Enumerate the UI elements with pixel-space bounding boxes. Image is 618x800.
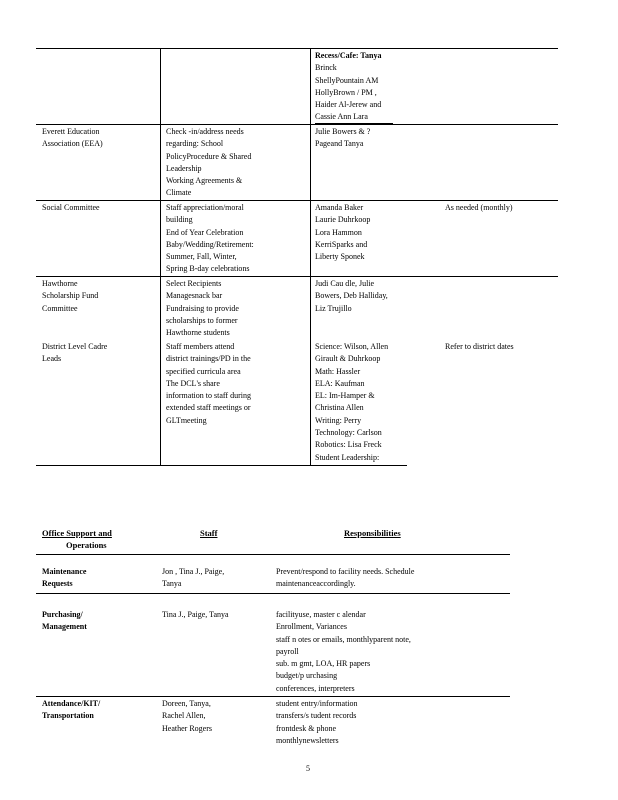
- resp-line: monthlynewsletters: [276, 735, 339, 745]
- member-line: Judi Cau dle, Julie: [315, 279, 375, 288]
- table-rule: [36, 554, 510, 555]
- name-line: Hawthorne: [42, 279, 78, 288]
- resp-line: staff n otes or emails, monthlyparent note,: [276, 634, 411, 644]
- office-staff: [162, 566, 272, 591]
- table-rule: [36, 124, 558, 125]
- office-header-responsibilities: [344, 527, 434, 539]
- table-rule: [36, 48, 558, 49]
- purpose-line: specified curricula area: [166, 366, 241, 376]
- purpose-line: Staff members attend: [166, 342, 235, 351]
- office-header-area: [42, 527, 152, 552]
- member-line: Amanda Baker: [315, 203, 364, 212]
- header-line: Staff: [200, 528, 218, 538]
- purpose-line: regarding: School: [166, 139, 224, 149]
- resp-line: payroll: [276, 646, 299, 656]
- member-line: Liberty Sponek: [315, 252, 365, 262]
- page-number: 5: [306, 764, 310, 773]
- office-area: [42, 609, 138, 634]
- member-line: Laurie Duhrkoop: [315, 215, 371, 225]
- resp-line: frontdesk & phone: [276, 723, 336, 733]
- staff-line: Heather Rogers: [162, 723, 212, 733]
- purpose-line: Check -in/address needs: [166, 127, 244, 136]
- office-area: [42, 698, 152, 723]
- table-rule: [36, 276, 558, 277]
- office-header-staff: [200, 527, 240, 539]
- purpose-line: Fundraising to provide: [166, 303, 239, 313]
- staff-line: Jon , Tina J., Paige,: [162, 567, 225, 576]
- purpose-line: Summer, Fall, Winter,: [166, 252, 237, 262]
- committee-members: [315, 50, 411, 124]
- resp-line: transfers/s tudent records: [276, 711, 357, 721]
- member-line: Math: Hassler: [315, 366, 361, 376]
- member-line: Cassie Ann Lara: [315, 112, 368, 122]
- office-responsibilities: [276, 609, 476, 695]
- member-line: KerriSparks and: [315, 239, 368, 249]
- purpose-line: Staff appreciation/moral: [166, 203, 244, 212]
- header-line: Office Support and: [42, 528, 112, 538]
- table-divider: [160, 48, 161, 466]
- purpose-line: information to staff during: [166, 391, 251, 401]
- member-line: Bowers, Deb Halliday,: [315, 291, 388, 301]
- timing-line: Refer to district dates: [445, 342, 514, 351]
- area-line: Requests: [42, 579, 73, 589]
- staff-line: Tanya: [162, 579, 182, 589]
- resp-line: maintenanceaccordingly.: [276, 579, 356, 589]
- name-line: Scholarship Fund: [42, 291, 99, 301]
- committee-name: [42, 202, 116, 214]
- purpose-line: Leadership: [166, 163, 202, 173]
- purpose-line: PolicyProcedure & Shared: [166, 151, 252, 161]
- office-responsibilities: [276, 566, 476, 591]
- office-staff: [162, 698, 272, 735]
- office-area: [42, 566, 138, 591]
- timing-line: As needed (monthly): [445, 203, 513, 212]
- committee-name: [42, 278, 122, 315]
- member-line: EL: Im-Hamper &: [315, 391, 375, 401]
- member-line: Liz Trujillo: [315, 303, 352, 313]
- member-line: Student Leadership:: [315, 452, 380, 462]
- member-line: Haider Al-Jerew and: [315, 100, 382, 110]
- committee-timing: [445, 202, 545, 214]
- name-line: Committee: [42, 303, 78, 313]
- member-line: Technology: Carlson: [315, 428, 382, 438]
- member-line: HollyBrown / PM ,: [315, 87, 377, 97]
- name-line: Association (EEA): [42, 139, 103, 149]
- member-line: Science: Wilson, Allen: [315, 342, 389, 351]
- member-line: Recess/Cafe: Tanya: [315, 51, 382, 60]
- resp-line: sub. m gmt, LOA, HR papers: [276, 659, 371, 669]
- header-line: Responsibilities: [344, 528, 401, 538]
- purpose-line: Spring B-day celebrations: [166, 264, 250, 274]
- resp-line: budget/p urchasing: [276, 671, 338, 681]
- committee-members: [315, 278, 411, 315]
- purpose-line: End of Year Celebration: [166, 227, 244, 237]
- area-line: Management: [42, 622, 87, 632]
- member-line: ELA: Kaufman: [315, 378, 365, 388]
- committee-members: [315, 126, 399, 151]
- committee-timing: [445, 341, 545, 353]
- purpose-line: Hawthorne students: [166, 328, 230, 338]
- table-rule: [36, 696, 510, 697]
- purpose-line: Working Agreements &: [166, 176, 243, 186]
- member-line: Brinck: [315, 63, 337, 73]
- member-line: Julie Bowers & ?: [315, 127, 371, 136]
- committee-name: [42, 126, 116, 151]
- underline: [315, 123, 393, 124]
- purpose-line: Select Recipients: [166, 279, 222, 288]
- purpose-line: Baby/Wedding/Retirement:: [166, 239, 254, 249]
- area-line: Attendance/KIT/: [42, 699, 101, 708]
- member-line: ShellyPountain AM: [315, 75, 379, 85]
- purpose-line: GLTmeeting: [166, 415, 207, 425]
- table-divider: [310, 48, 311, 466]
- area-line: Maintenance: [42, 567, 87, 576]
- purpose-line: The DCL's share: [166, 378, 220, 388]
- member-line: Lora Hammon: [315, 227, 362, 237]
- committee-purpose: [166, 278, 278, 339]
- member-line: Girault & Duhrkoop: [315, 354, 381, 364]
- committee-purpose: [166, 126, 278, 200]
- committee-members: [315, 341, 417, 464]
- office-responsibilities: [276, 698, 476, 747]
- committee-purpose: [166, 202, 276, 276]
- name-line: Social Committee: [42, 203, 100, 212]
- purpose-line: scholarships to former: [166, 315, 238, 325]
- member-line: Pageand Tanya: [315, 139, 364, 149]
- purpose-line: Climate: [166, 188, 192, 198]
- staff-line: Tina J., Paige, Tanya: [162, 610, 229, 619]
- resp-line: conferences, interpreters: [276, 683, 355, 693]
- committee-purpose: [166, 341, 294, 427]
- area-line: Transportation: [42, 711, 94, 721]
- resp-line: Enrollment, Variances: [276, 622, 347, 632]
- name-line: Leads: [42, 354, 62, 364]
- table-rule: [36, 465, 407, 466]
- purpose-line: Managesnack bar: [166, 291, 223, 301]
- staff-line: Doreen, Tanya,: [162, 699, 211, 708]
- member-line: Christina Allen: [315, 403, 364, 413]
- name-line: Everett Education: [42, 127, 100, 136]
- table-rule: [36, 593, 510, 594]
- resp-line: Prevent/respond to facility needs. Schedule: [276, 567, 415, 576]
- resp-line: facilityuse, master c alendar: [276, 610, 366, 619]
- purpose-line: extended staff meetings or: [166, 403, 251, 413]
- purpose-line: district trainings/PD in the: [166, 354, 251, 364]
- member-line: Robotics: Lisa Freck: [315, 440, 382, 450]
- member-line: Writing: Perry: [315, 415, 362, 425]
- area-line: Purchasing/: [42, 610, 83, 619]
- name-line: District Level Cadre: [42, 342, 108, 351]
- staff-line: Rachel Allen,: [162, 711, 206, 721]
- header-line: Operations: [66, 540, 107, 551]
- resp-line: student entry/information: [276, 699, 358, 708]
- committee-name: [42, 341, 132, 366]
- committee-members: [315, 202, 395, 263]
- purpose-line: building: [166, 215, 193, 225]
- table-rule: [36, 200, 558, 201]
- office-staff: [162, 609, 272, 621]
